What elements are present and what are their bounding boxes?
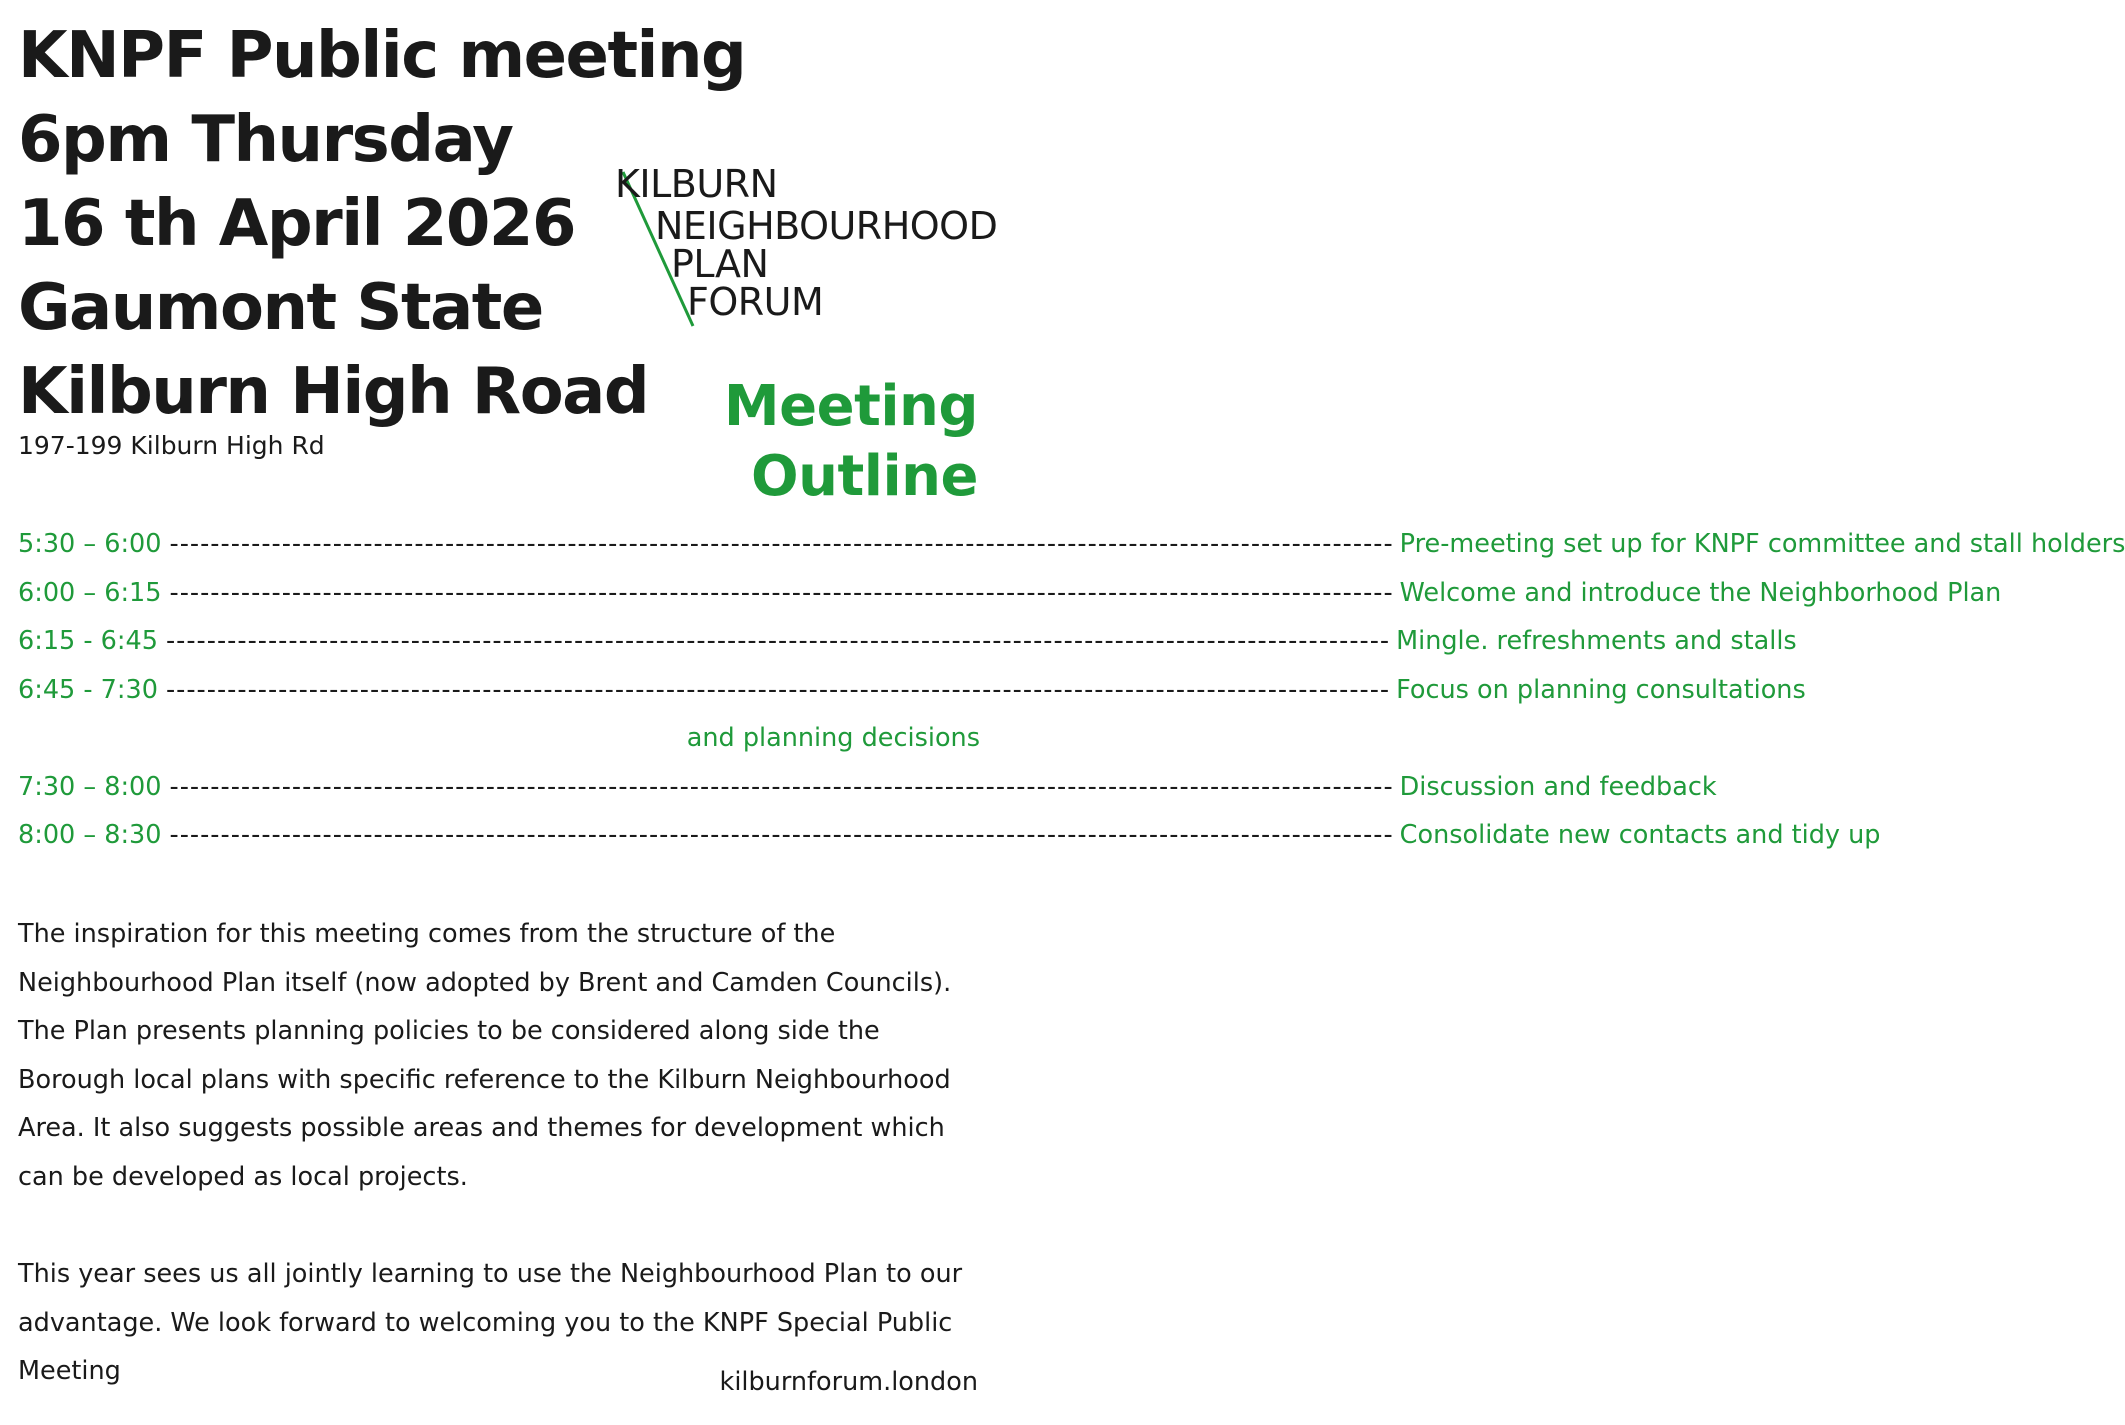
- schedule-item: [18, 811, 1881, 860]
- schedule-activity: Mingle. refreshments and stalls: [1396, 626, 1797, 656]
- heading-line: Outline: [751, 444, 978, 509]
- schedule-time: 5:30 – 6:00: [18, 529, 162, 559]
- logo-line-forum: FORUM: [687, 280, 824, 324]
- schedule-item: [18, 569, 2002, 618]
- schedule-activity: Discussion and feedback: [1399, 771, 1717, 802]
- title-line: 6pm Thursday: [18, 103, 513, 177]
- schedule-activity: Consolidate new contacts and tidy up: [1399, 820, 1881, 850]
- leader-dots: ------------------------------------------------------------------------------------------------------------------------: [169, 771, 1394, 802]
- schedule-item: [18, 617, 1797, 666]
- leader-dots: ------------------------------------------------------------------------------------------------------------------------: [169, 820, 1394, 850]
- leader-dots: ------------------------------------------------------------------------------------------------------------------------: [165, 674, 1391, 705]
- schedule-item: [18, 520, 2125, 569]
- title-line: 16 th April 2026: [18, 187, 575, 261]
- leader-dots: ------------------------------------------------------------------------------------------------------------------------: [165, 626, 1391, 656]
- schedule-activity: Focus on planning consultations: [1396, 674, 1806, 705]
- welcome-paragraph: This year sees us all jointly learning to use the Neighbourhood Plan to our advantage. We look forward to welcoming you to the KNPF Special Public Meeting: [18, 1259, 963, 1387]
- leader-dots: ------------------------------------------------------------------------------------------------------------------------: [169, 529, 1394, 559]
- knpf-logo: [615, 162, 998, 334]
- schedule-item: [18, 763, 1717, 812]
- schedule-item: [18, 666, 1806, 715]
- logo-line-kilburn: KILBURN: [615, 162, 778, 206]
- venue-address: 197-199 Kilburn High Rd: [18, 431, 325, 460]
- heading-line: Meeting: [723, 374, 978, 439]
- schedule-activity: Welcome and introduce the Neighborhood Plan: [1399, 577, 2002, 608]
- schedule-time: 7:30 – 8:00: [18, 771, 162, 802]
- title-line: Kilburn High Road: [18, 355, 649, 429]
- leader-dots: ------------------------------------------------------------------------------------------------------------------------: [169, 577, 1394, 608]
- schedule-list: [18, 520, 2125, 860]
- title-line: Gaumont State: [18, 271, 543, 345]
- schedule-activity: Pre-meeting set up for KNPF committee and stall holders: [1399, 529, 2125, 559]
- meeting-outline-heading: [724, 372, 978, 512]
- title-line: KNPF Public meeting: [18, 19, 746, 93]
- schedule-activity-continuation: and planning decisions: [686, 723, 980, 753]
- website-link[interactable]: kilburnforum.london: [719, 1367, 978, 1397]
- logo-line-plan: PLAN: [671, 242, 769, 286]
- inspiration-paragraph: The inspiration for this meeting comes from the structure of the Neighbourhood Plan itself (now adopted by Brent and Camden Councils). The Plan presents planning policies to be considered along side the Borough local plans with specific reference to the Kilburn Neighbourhood Area. It also suggests possible areas and themes for development which can be developed as local projects.: [18, 919, 952, 1192]
- schedule-time: 6:15 - 6:45: [18, 626, 158, 656]
- schedule-time: 6:45 - 7:30: [18, 674, 158, 705]
- schedule-time: 8:00 – 8:30: [18, 820, 162, 850]
- logo-line-neighbourhood: NEIGHBOURHOOD: [655, 204, 998, 248]
- schedule-time: 6:00 – 6:15: [18, 577, 162, 608]
